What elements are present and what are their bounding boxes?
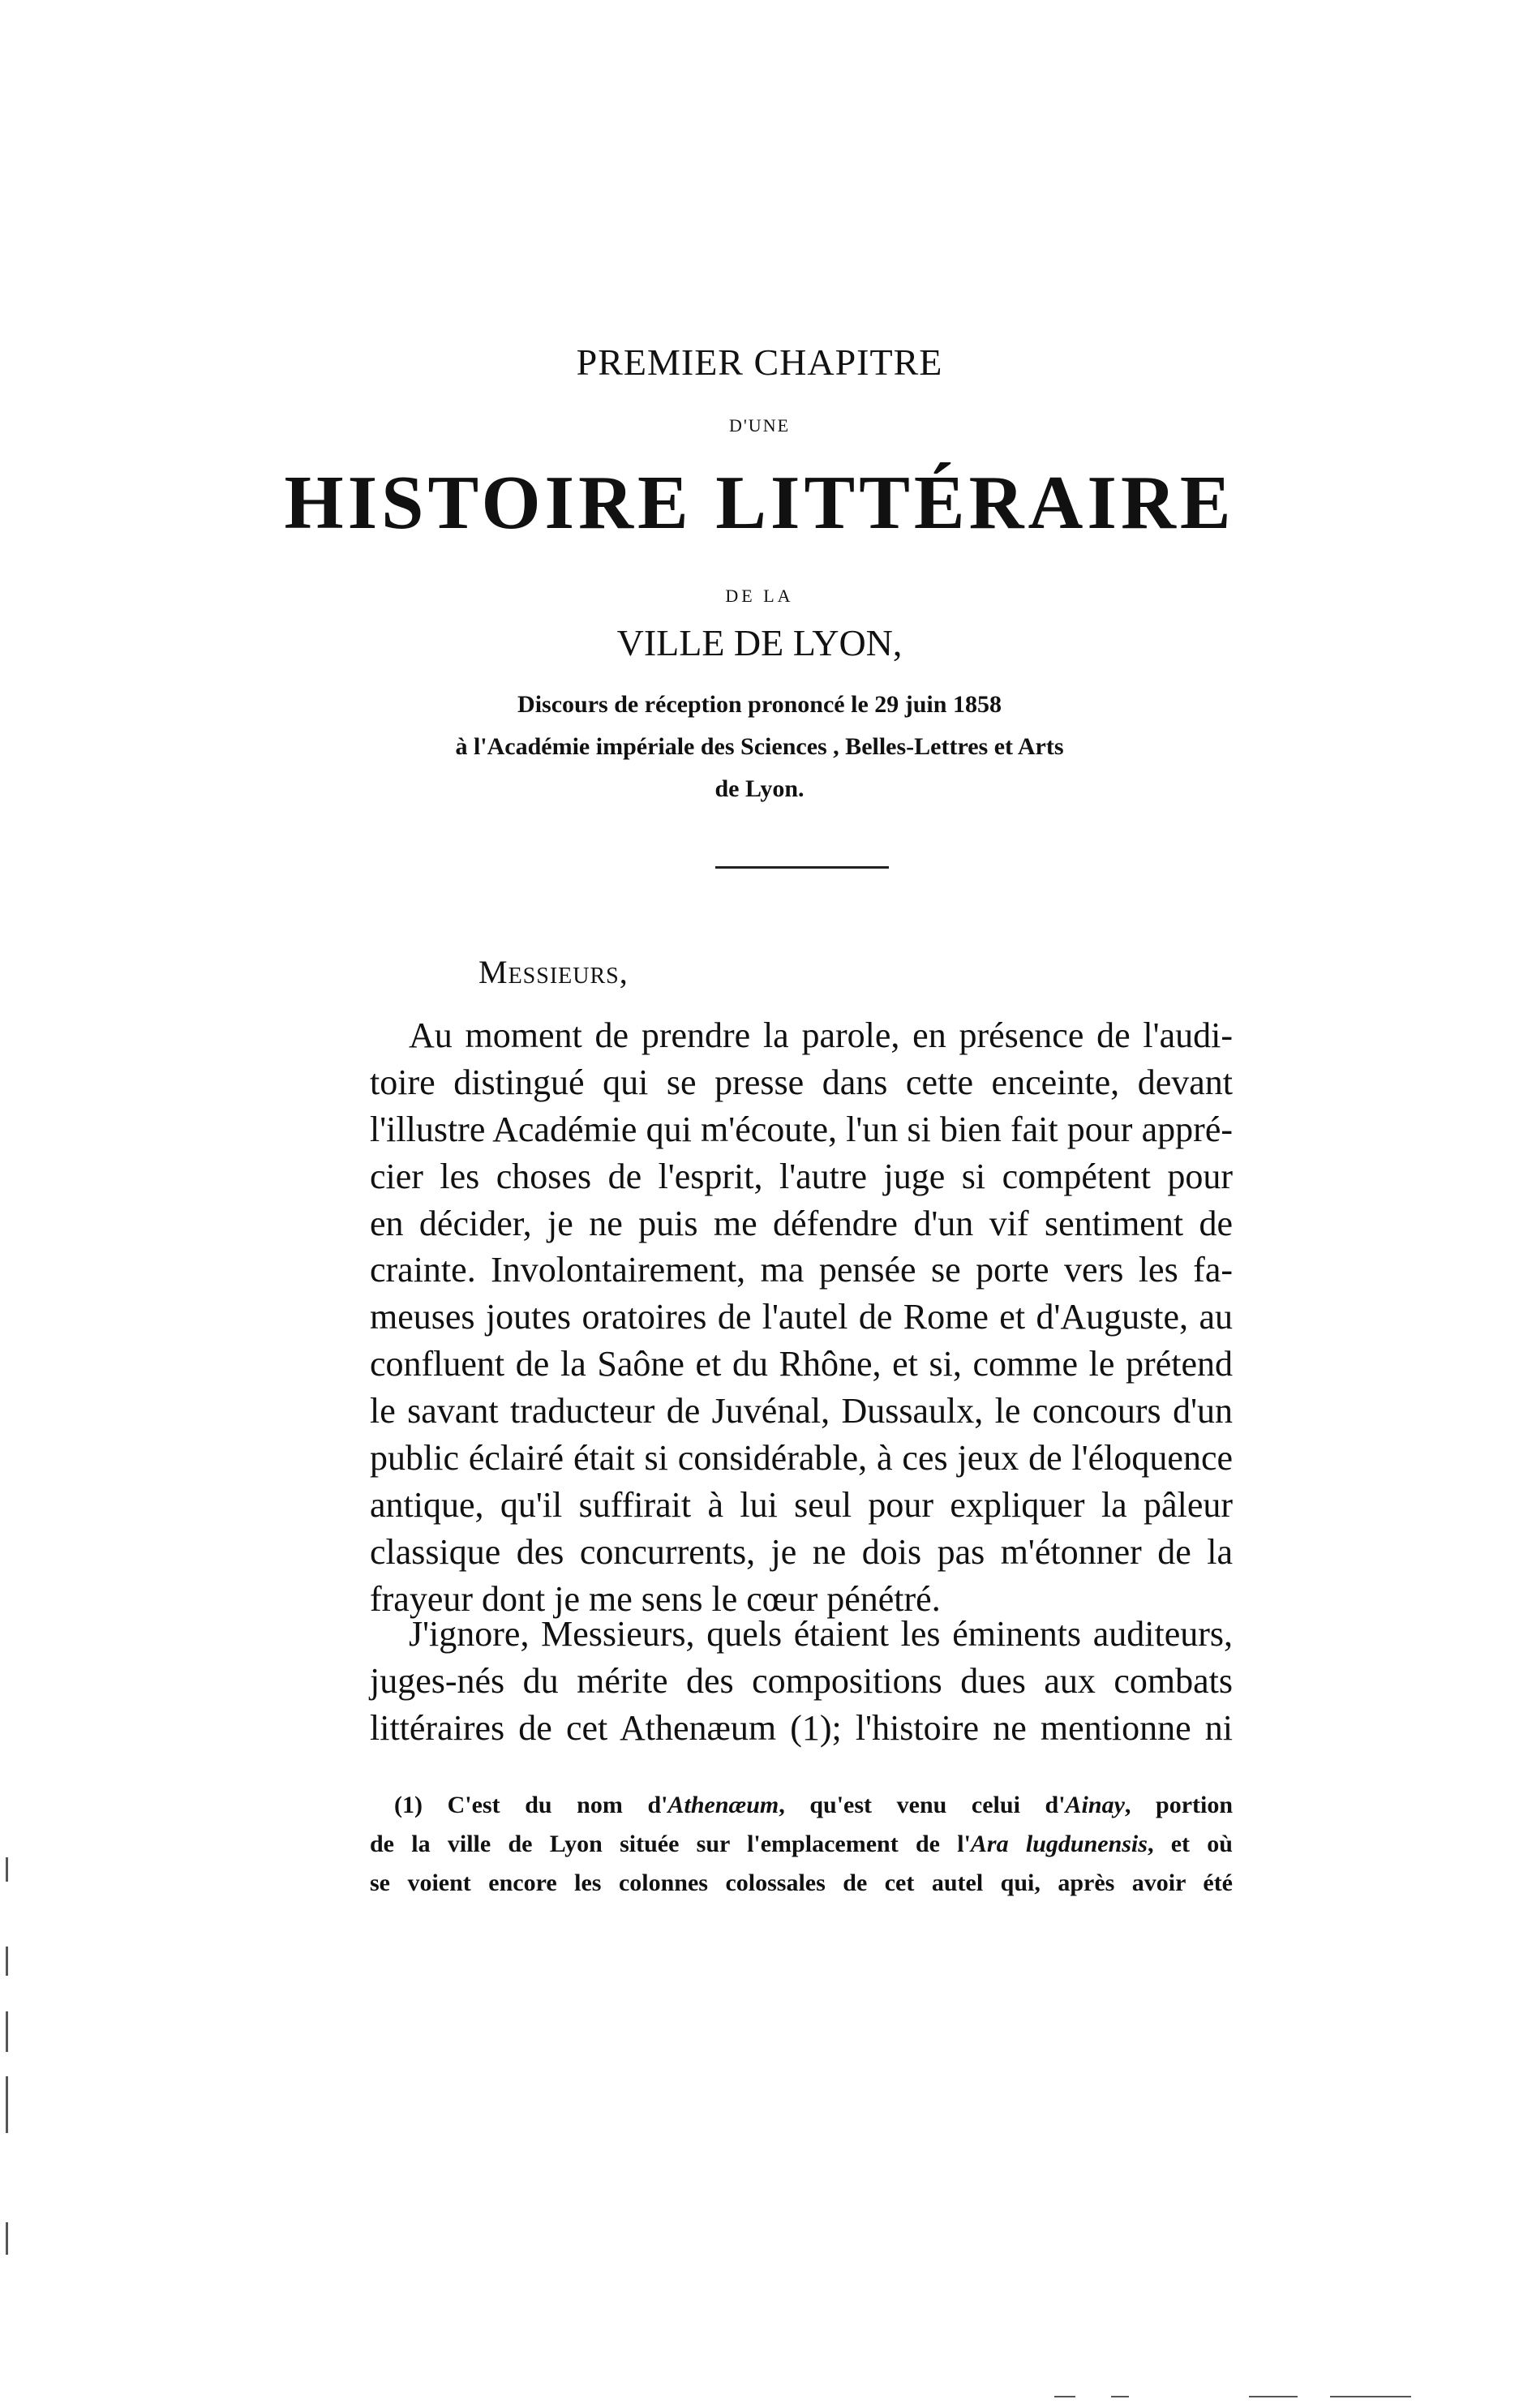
scan-mark xyxy=(6,1947,8,1976)
text-line: littéraires de cet Athenæum (1); l'histoire ne mentionne ni xyxy=(370,1707,1233,1748)
scan-mark xyxy=(6,2076,8,2133)
footnote-text: , portion xyxy=(1124,1792,1234,1818)
footnote-text: , qu'est venu celui d' xyxy=(779,1792,1066,1818)
footnote xyxy=(370,1786,1233,1903)
heading-ville-de-lyon: VILLE DE LYON, xyxy=(616,622,903,663)
text-line: public éclairé était si considérable, à ces jeux de l'éloquence xyxy=(370,1438,1233,1479)
paragraph-2 xyxy=(370,1611,1233,1752)
subtitle-line: Discours de réception prononcé le 29 juin 1858 xyxy=(517,691,1002,718)
text-line: le savant traducteur de Juvénal, Dussaulx, le concours d'un xyxy=(370,1391,1233,1431)
footnote-italic: Ainay xyxy=(1065,1792,1125,1818)
text-line: cier les choses de l'esprit, l'autre juge si compétent pour xyxy=(370,1156,1233,1196)
scan-mark xyxy=(6,2011,8,2052)
footnote-italic: Ara lugdunensis xyxy=(970,1831,1148,1857)
footnote-text: de la ville de Lyon située sur l'emplacement de l' xyxy=(370,1831,971,1857)
paragraph-1 xyxy=(370,1012,1233,1623)
heading-de-la: DE LA xyxy=(725,586,794,606)
scan-mark xyxy=(6,2222,8,2255)
text-line: antique, qu'il suffirait à lui seul pour expliquer la pâleur xyxy=(370,1484,1233,1525)
scan-mark xyxy=(1330,2396,1411,2397)
footnote-text: C'est du nom d' xyxy=(447,1792,668,1818)
text-line: J'ignore, Messieurs, quels étaient les éminents auditeurs, xyxy=(409,1614,1233,1654)
text-line: meuses joutes oratoires de l'autel de Rome et d'Auguste, au xyxy=(370,1297,1233,1337)
scan-mark xyxy=(1111,2396,1129,2397)
footnote-marker: (1) xyxy=(394,1792,423,1818)
text-line: toire distingué qui se presse dans cette enceinte, devant xyxy=(370,1062,1233,1102)
scan-mark xyxy=(1054,2396,1075,2397)
footnote-line xyxy=(370,1786,1233,1825)
text-line: l'illustre Académie qui m'écoute, l'un si bien fait pour appré- xyxy=(370,1109,1233,1149)
text-line: confluent de la Saône et du Rhône, et si, comme le prétend xyxy=(370,1344,1233,1384)
text-line: classique des concurrents, je ne dois pas m'étonner de la xyxy=(370,1531,1233,1572)
text-line: crainte. Involontairement, ma pensée se porte vers les fa- xyxy=(370,1250,1233,1290)
subtitle-line: de Lyon. xyxy=(714,775,805,802)
section-divider xyxy=(715,866,889,869)
salutation: Messieurs, xyxy=(478,954,629,990)
heading-premier-chapitre: PREMIER CHAPITRE xyxy=(576,341,943,383)
footnote-line: se voient encore les colonnes colossales de cet autel qui, après avoir été xyxy=(370,1869,1233,1896)
text-line: juges-nés du mérite des compositions dues aux combats xyxy=(370,1660,1233,1701)
scan-mark xyxy=(6,1857,8,1882)
scan-mark xyxy=(1249,2396,1298,2397)
text-line: frayeur dont je me sens le cœur pénétré. xyxy=(370,1578,941,1619)
heading-d-une: D'UNE xyxy=(728,415,791,436)
subtitle-line: à l'Académie impériale des Sciences , Belles-Lettres et Arts xyxy=(455,733,1064,760)
heading-histoire-litteraire: HISTOIRE LITTÉRAIRE xyxy=(284,461,1235,545)
text-line: Au moment de prendre la parole, en présence de l'audi- xyxy=(409,1015,1233,1055)
footnote-line xyxy=(370,1825,1233,1864)
footnote-text: , et où xyxy=(1147,1831,1233,1857)
footnote-italic: Athenæum xyxy=(667,1792,779,1818)
text-line: en décider, je ne puis me défendre d'un vif sentiment de xyxy=(370,1203,1233,1243)
